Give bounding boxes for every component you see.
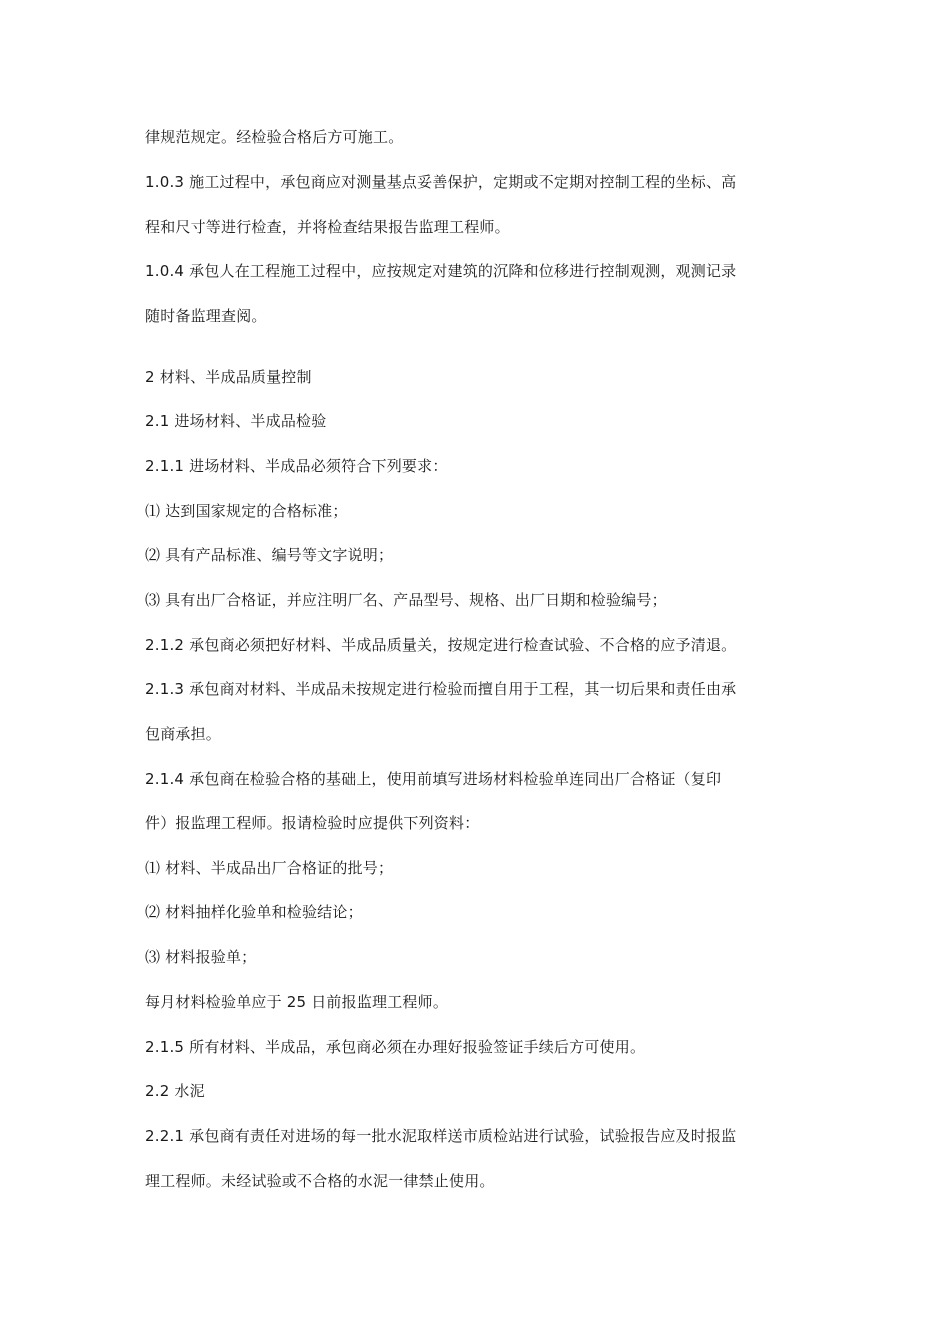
clause-2-1-3-line-2: 包商承担。: [145, 725, 222, 743]
list-item: ⑶ 具有出厂合格证，并应注明厂名、产品型号、规格、出厂日期和检验编号；: [145, 591, 667, 609]
list-item: ⑵ 材料抽样化验单和检验结论；: [145, 903, 363, 921]
clause-1-0-3-line-1: 1.0.3 施工过程中，承包商应对测量基点妥善保护，定期或不定期对控制工程的坐标、高: [145, 173, 737, 191]
clause-1-0-4-line-1: 1.0.4 承包人在工程施工过程中，应按规定对建筑的沉降和位移进行控制观测，观测记录: [145, 262, 737, 280]
text-line: 每月材料检验单应于 25 日前报监理工程师。: [145, 993, 449, 1011]
list-item: ⑶ 材料报验单；: [145, 948, 257, 966]
list-item: ⑴ 材料、半成品出厂合格证的批号；: [145, 859, 394, 877]
clause-2-1-3-line-1: 2.1.3 承包商对材料、半成品未按规定进行检验而擅自用于工程，其一切后果和责任由承: [145, 680, 737, 698]
clause-2-1-1: 2.1.1 进场材料、半成品必须符合下列要求：: [145, 457, 448, 475]
text-line: 律规范规定。经检验合格后方可施工。: [145, 128, 404, 146]
clause-2-1-5: 2.1.5 所有材料、半成品，承包商必须在办理好报验签证手续后方可使用。: [145, 1038, 646, 1056]
clause-2-1-4-line-1: 2.1.4 承包商在检验合格的基础上，使用前填写进场材料检验单连同出厂合格证（复印: [145, 770, 722, 788]
list-item: ⑴ 达到国家规定的合格标准；: [145, 502, 348, 520]
section-2-2-heading: 2.2 水泥: [145, 1082, 205, 1100]
clause-1-0-3-line-2: 程和尺寸等进行检查，并将检查结果报告监理工程师。: [145, 218, 510, 236]
clause-2-2-1-line-2: 理工程师。未经试验或不合格的水泥一律禁止使用。: [145, 1172, 495, 1190]
clause-2-1-2: 2.1.2 承包商必须把好材料、半成品质量关，按规定进行检查试验、不合格的应予清退。: [145, 636, 737, 654]
clause-1-0-4-line-2: 随时备监理查阅。: [145, 307, 267, 325]
section-2-1-heading: 2.1 进场材料、半成品检验: [145, 412, 327, 430]
section-2-heading: 2 材料、半成品质量控制: [145, 368, 312, 386]
list-item: ⑵ 具有产品标准、编号等文字说明；: [145, 546, 394, 564]
clause-2-2-1-line-1: 2.2.1 承包商有责任对进场的每一批水泥取样送市质检站进行试验，试验报告应及时报监: [145, 1127, 737, 1145]
clause-2-1-4-line-2: 件）报监理工程师。报请检验时应提供下列资料：: [145, 814, 480, 832]
